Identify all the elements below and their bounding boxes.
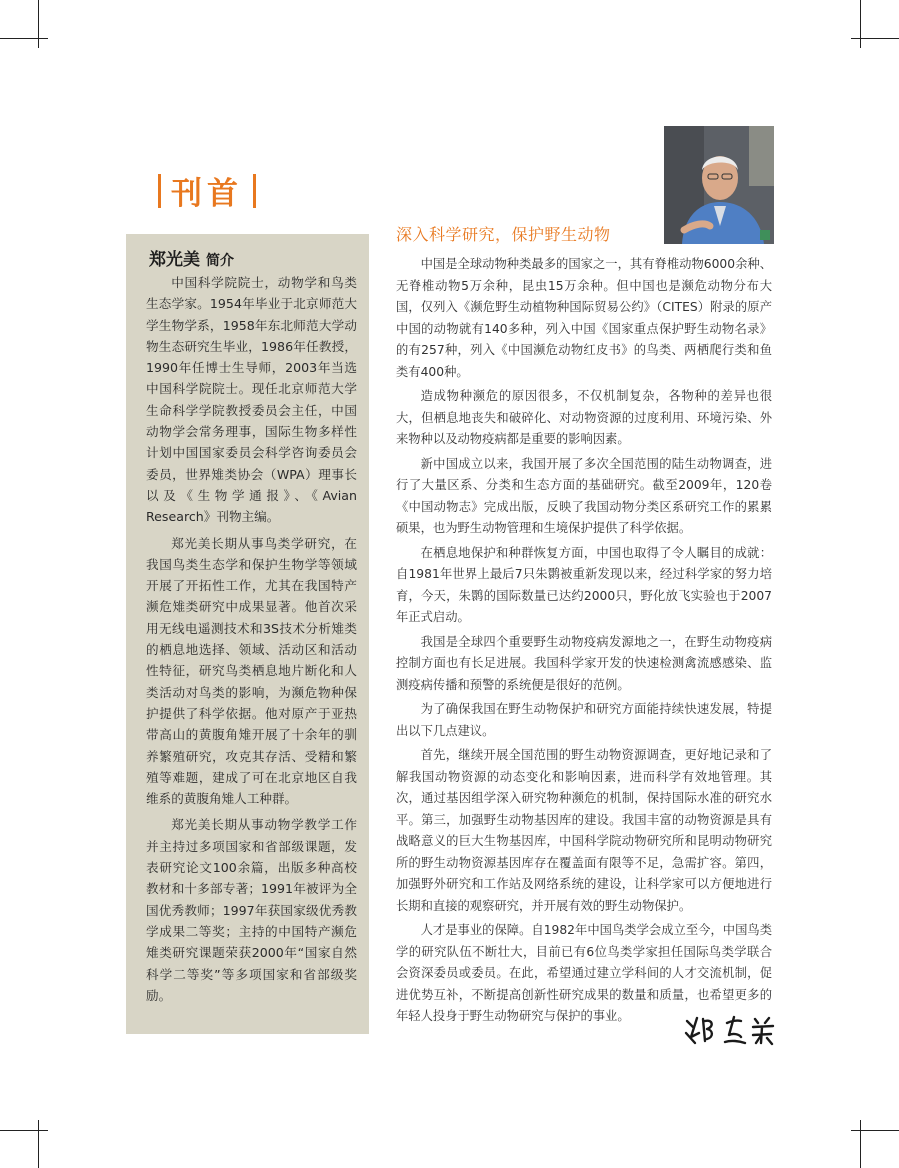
crop-mark (38, 1120, 39, 1168)
crop-mark (851, 1130, 899, 1131)
article-paragraph: 人才是事业的保障。自1982年中国鸟类学会成立至今，中国鸟类学的研究队伍不断壮大，目前已有6位鸟类学家担任国际鸟类学联合会资深委员或委员。在此，希望通过建立学科间的人才交流机制，促进优势互补，不断提高创新性研究成果的数量和质量，也希望更多的年轻人投身于野生动物研究与保护的事业。 (396, 923, 772, 1023)
article-paragraph: 首先，继续开展全国范围的野生动物资源调查，更好地记录和了解我国动物资源的动态变化和影响因素，进而科学有效地管理。其次，通过基因组学深入研究物种濒危的机制，保持国际水准的研究水平。第三，加强野生动物基因库的建设。我国丰富的动物资源是具有战略意义的巨大生物基因库，中国科学院动物研究所和昆明动物研究所的野生动物资源基因库存在覆盖面有限等不足，急需扩容。第四，加强野外研究和工作站及网络系统的建设，让科学家可以方便地进行长期和直接的观察研究，并开展有效的野生动物保护。 (396, 748, 772, 913)
article-paragraph: 新中国成立以来，我国开展了多次全国范围的陆生动物调查，进行了大量区系、分类和生态方面的基础研究。截至2009年，120卷《中国动物志》完成出版，反映了我国动物分类区系研究工作的累累硕果，也为野生动物管理和生境保护提供了科学依据。 (396, 456, 772, 535)
bio-paragraph: 郑光美长期从事鸟类学研究，在我国鸟类生态学和保护生物学等领域开展了开拓性工作，尤其在我国特产濒危雉类研究中成果显著。他首次采用无线电遥测技术和3S技术分析雉类的栖息地选择、领域、活动区和活动性特征，研究鸟类栖息地片断化和人类活动对鸟类的影响，为濒危物种保护提供了科学依据。他对原产于亚热带高山的黄腹角雉开展了十余年的驯养繁殖研究，攻克其存活、受精和繁殖等难题，建成了可在北京地区自我维系的黄腹角雉人工种群。 (146, 535, 357, 807)
bio-name: 郑光美 (149, 250, 200, 270)
crop-mark (860, 0, 861, 48)
section-badge (158, 168, 256, 213)
bio-name-suffix: 简介 (206, 253, 234, 269)
article-body (396, 254, 772, 1031)
bio-paragraph: 郑光美长期从事动物学教学工作并主持过多项国家和省部级课题，发表研究论文100余篇，出版多种高校教材和十多部专著；1991年被评为全国优秀教师；1997年获国家级优秀教学成果二等奖；主持的中国特产濒危雉类研究课题荣获2000年“国家自然科学二等奖”等多项国家和省部级奖励。 (146, 817, 357, 1003)
article-paragraph: 为了确保我国在野生动物保护和研究方面能持续快速发展，特提出以下几点建议。 (396, 702, 772, 738)
article-paragraph: 我国是全球四个重要野生动物疫病发源地之一，在野生动物疫病控制方面也有长足进展。我国科学家开发的快速检测禽流感感染、监测疫病传播和预警的系统便是很好的范例。 (396, 634, 772, 692)
author-photo (664, 126, 774, 244)
article-paragraph: 中国是全球动物种类最多的国家之一，其有脊椎动物6000余种、无脊椎动物5万余种，昆虫15万余种。但中国也是濒危动物分布大国，仅列入《濒危野生动植物种国际贸易公约》（CITES）附录的原产中国的动物就有140多种，列入中国《国家重点保护野生动物名录》的有257种，列入《中国濒危动物红皮书》的鸟类、两栖爬行类和鱼类有400种。 (396, 257, 772, 379)
crop-mark (851, 38, 899, 39)
article-title: 深入科学研究，保护野生动物 (396, 225, 611, 244)
crop-mark (38, 0, 39, 48)
section-title: 刊首 (171, 176, 243, 212)
crop-mark (0, 38, 48, 39)
crop-mark (0, 1130, 48, 1131)
bio-sidebar (126, 234, 369, 1034)
author-signature-icon (683, 1013, 778, 1051)
crop-mark (860, 1120, 861, 1168)
badge-bar-left (158, 174, 161, 208)
bio-body (146, 272, 357, 1011)
badge-bar-right (253, 174, 256, 208)
bio-heading (149, 245, 234, 270)
article-paragraph: 造成物种濒危的原因很多，不仅机制复杂，各物种的差异也很大，但栖息地丧失和破碎化、对动物资源的过度利用、环境污染、外来物种以及动物疫病都是重要的影响因素。 (396, 389, 772, 446)
bio-paragraph: 中国科学院院士，动物学和鸟类生态学家。1954年毕业于北京师范大学生物学系，1958年东北师范大学动物生态研究生毕业，1986年任教授，1990年任博士生导师，2003年当选中国科学院院士。现任北京师范大学生命科学学院教授委员会主任，中国动物学会常务理事，国际生物多样性计划中国国家委员会科学咨询委员会委员，世界雉类协会（WPA）理事长以及《生物学通报》、《Avian Research》刊物主编。 (146, 275, 357, 525)
article-paragraph: 在栖息地保护和种群恢复方面，中国也取得了令人瞩目的成就：自1981年世界上最后7只朱鹮被重新发现以来，经过科学家的努力培育，今天，朱鹮的国际数量已达约2000只，野化放飞实验也于2007年正式启动。 (396, 545, 772, 624)
